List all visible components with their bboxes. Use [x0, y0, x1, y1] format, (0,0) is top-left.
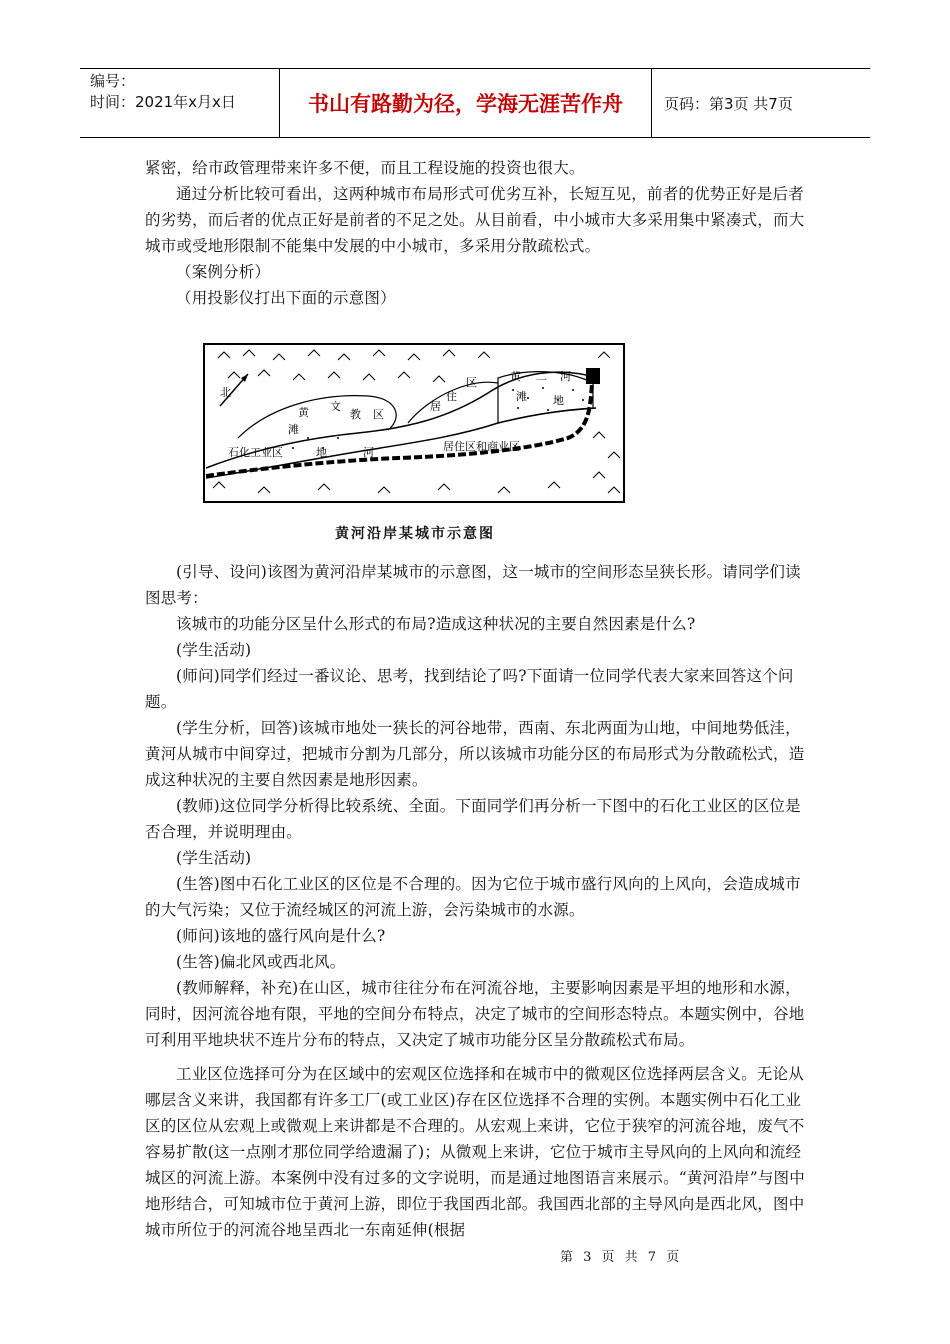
north-label: 北	[220, 386, 231, 399]
paragraph: （用投影仪打出下面的示意图）	[176, 289, 396, 307]
map-label: 居	[430, 400, 441, 413]
paragraph: 通过分析比较可看出，这两种城市布局形式可优劣互补，长短互见，前者的优势正好是后者的劣势，而后者的优点正好是前者的不足之处。从目前看，中小城市大多采用集中紧凑式，而大城市或受地形限制不能集中发展的中小城市，多采用分散疏松式。	[145, 185, 805, 255]
paragraph: 该城市的功能分区呈什么形式的布局?造成这种状况的主要自然因素是什么?	[176, 615, 696, 633]
map-label: 黄	[298, 406, 309, 419]
city-map-figure	[198, 338, 630, 508]
paragraph: (生答)偏北风或西北风。	[176, 953, 346, 971]
paragraph: 工业区位选择可分为在区域中的宏观区位选择和在城市中的微观区位选择两层含义。无论从哪层含义来讲，我国都有许多工厂(或工业区)存在区位选择不合理的实例。本题实例中石化工业区的区位从宏观上或微观上来讲都是不合理的。从宏观上来讲，它位于狭窄的河流谷地，废气不容易扩散(这一点刚才那位同学给遗漏了)；从微观上来讲，它位于城市主导风向的上风向和流经城区的河流上游。本案例中没有过多的文字说明，而是通过地图语言来展示。“黄河沿岸”与图中地形结合，可知城市位于黄河上游，即位于我国西北部。我国西北部的主导风向是西北风，图中城市所位于的河流谷地呈西北一东南延伸(根据	[145, 1065, 805, 1239]
city-map	[198, 338, 630, 508]
map-label: 滩	[516, 390, 527, 403]
paragraph: 紧密，给市政管理带来许多不便，而且工程设施的投资也很大。	[145, 159, 585, 177]
bridge-mark	[586, 368, 600, 384]
map-label: 黄	[510, 370, 521, 383]
paragraph: (引导、设问)该图为黄河沿岸某城市的示意图，这一城市的空间形态呈狭长形。请同学们读图思考：	[145, 563, 801, 607]
paragraph: (师问)该地的盛行风向是什么?	[176, 927, 386, 945]
petro-zone-label: 石化工业区	[228, 446, 283, 459]
map-label: 区	[466, 376, 477, 389]
figure-caption: 黄河沿岸某城市示意图	[335, 526, 495, 542]
page-header	[80, 68, 870, 138]
paragraph: (教师)这位同学分析得比较系统、全面。下面同学们再分析一下图中的石化工业区的区位是否合理，并说明理由。	[145, 797, 801, 841]
number-label: 编号：	[90, 72, 136, 90]
map-label: 文	[330, 400, 341, 413]
time-label: 时间：2021年x月x日	[90, 93, 236, 111]
map-label: 河	[363, 446, 374, 459]
paragraph: (学生活动)	[176, 641, 252, 659]
header-left-cell	[80, 69, 280, 137]
paragraph: (生答)图中石化工业区的区位是不合理的。因为它位于城市盛行风向的上风向，会造成城市的大气污染；又位于流经城区的河流上游，会污染城市的水源。	[145, 875, 801, 919]
map-frame	[204, 344, 624, 502]
map-label: 地	[553, 394, 564, 407]
header-motto: 书山有路勤为径，学海无涯苦作舟	[280, 69, 652, 137]
paragraph: (学生分析，回答)该城市地处一狭长的河谷地带，西南、东北两面为山地，中间地势低洼，黄河从城市中间穿过，把城市分割为几部分，所以该城市功能分区的布局形式为分散疏松式，造成这种状况的主要自然因素是地形因素。	[145, 719, 805, 789]
paragraph: (教师解释，补充)在山区，城市往往分布在河流谷地，主要影响因素是平坦的地形和水源，同时，因河流谷地有限，平地的空间分布特点，决定了城市的空间形态特点。本题实例中，谷地可利用平地块状不连片分布的特点，又决定了城市功能分区呈分散疏松式布局。	[145, 979, 805, 1049]
map-label: 地	[316, 446, 327, 459]
map-label: 教	[350, 408, 361, 421]
map-label: 河	[560, 370, 571, 383]
map-label: 二	[536, 370, 547, 383]
map-label: 区	[373, 408, 384, 421]
page-footer: 第 3 页 共 7 页	[560, 1250, 680, 1265]
residential-zone-label: 居住区和商业区	[443, 440, 520, 453]
paragraph: （案例分析）	[176, 263, 271, 281]
header-page-info: 页码：第3页 共7页	[664, 94, 793, 113]
paragraph: (学生活动)	[176, 849, 252, 867]
paragraph: (师问)同学们经过一番议论、思考，找到结论了吗?下面请一位同学代表大家来回答这个问题。	[145, 667, 794, 711]
map-label: 住	[446, 390, 457, 403]
map-label: 滩	[288, 423, 299, 436]
